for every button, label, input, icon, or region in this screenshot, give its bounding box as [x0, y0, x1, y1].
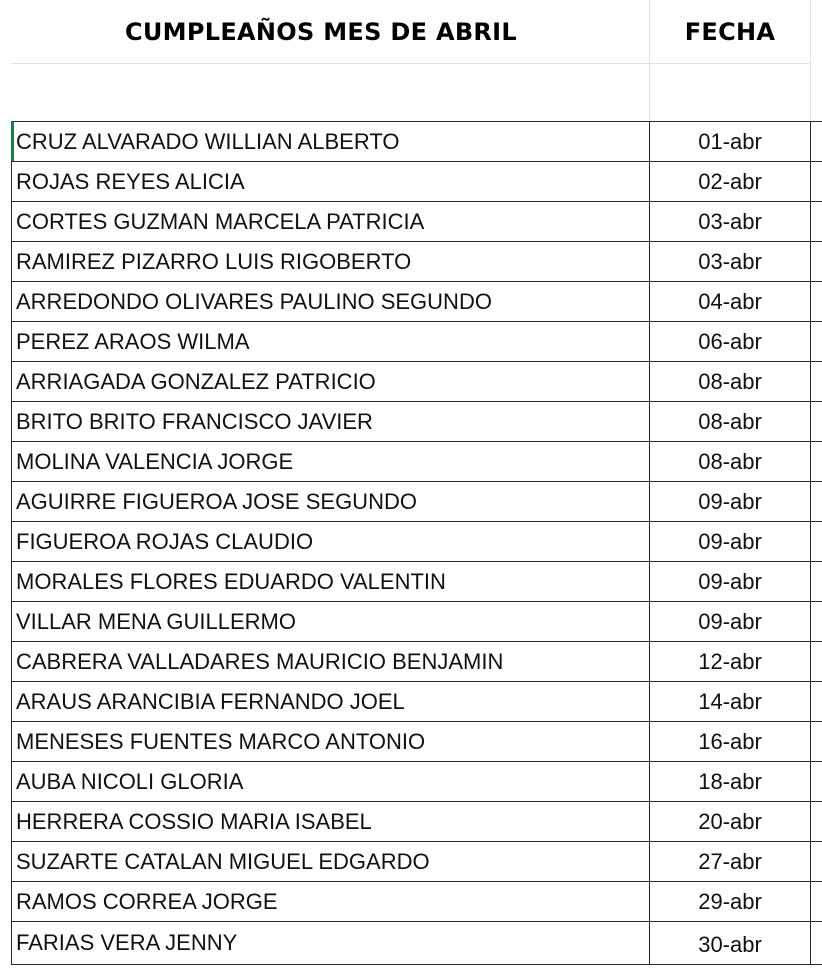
table-row [0, 361, 822, 401]
table-row [0, 561, 822, 601]
table-row [0, 681, 822, 721]
person-name: MOLINA VALENCIA JORGE [16, 448, 294, 474]
date-cell[interactable] [650, 761, 811, 801]
birthday-date: 09-abr [698, 568, 762, 594]
table-row [0, 881, 822, 921]
date-cell[interactable] [650, 321, 811, 361]
birthday-date: 08-abr [698, 368, 762, 394]
person-name: AGUIRRE FIGUEROA JOSE SEGUNDO [16, 488, 417, 514]
table-row [0, 441, 822, 481]
name-cell[interactable] [11, 361, 650, 401]
adjacent-cell[interactable] [811, 721, 822, 761]
name-cell[interactable] [11, 761, 650, 801]
date-cell[interactable] [650, 681, 811, 721]
birthday-date: 20-abr [698, 808, 762, 834]
date-cell[interactable] [650, 121, 811, 161]
birthday-date: 08-abr [698, 408, 762, 434]
date-cell[interactable] [650, 801, 811, 841]
date-column-header: FECHA [684, 17, 776, 46]
adjacent-cell[interactable] [811, 281, 822, 321]
table-row [0, 401, 822, 441]
date-cell[interactable] [650, 721, 811, 761]
table-row [0, 521, 822, 561]
adjacent-cell[interactable] [811, 161, 822, 201]
name-cell[interactable] [11, 241, 650, 281]
adjacent-cell[interactable] [811, 521, 822, 561]
date-cell[interactable] [650, 561, 811, 601]
adjacent-cell[interactable] [811, 321, 822, 361]
birthday-date: 30-abr [698, 932, 762, 957]
name-cell[interactable] [11, 601, 650, 641]
name-cell[interactable] [11, 721, 650, 761]
person-name: ARAUS ARANCIBIA FERNANDO JOEL [16, 688, 405, 714]
person-name: VILLAR MENA GUILLERMO [16, 608, 296, 634]
date-cell[interactable] [650, 281, 811, 321]
adjacent-cell[interactable] [811, 481, 822, 521]
birthday-date: 03-abr [698, 208, 762, 234]
birthday-date: 02-abr [698, 168, 762, 194]
person-name: MORALES FLORES EDUARDO VALENTIN [16, 568, 446, 594]
table-row [0, 841, 822, 881]
person-name: BRITO BRITO FRANCISCO JAVIER [16, 408, 373, 434]
adjacent-cell[interactable] [811, 761, 822, 801]
birthday-date: 14-abr [698, 688, 762, 714]
birthday-date: 09-abr [698, 608, 762, 634]
person-name: RAMOS CORREA JORGE [16, 888, 278, 914]
adjacent-cell[interactable] [811, 561, 822, 601]
name-cell[interactable] [11, 121, 650, 161]
name-cell[interactable] [11, 801, 650, 841]
date-cell[interactable] [650, 241, 811, 281]
date-cell[interactable] [650, 841, 811, 881]
person-name: PEREZ ARAOS WILMA [16, 328, 250, 354]
birthday-date: 01-abr [698, 128, 762, 154]
name-cell[interactable] [11, 161, 650, 201]
birthday-date: 16-abr [698, 728, 762, 754]
person-name: MENESES FUENTES MARCO ANTONIO [16, 728, 426, 754]
birthday-date: 06-abr [698, 328, 762, 354]
date-cell[interactable] [650, 201, 811, 241]
table-row [0, 201, 822, 241]
adjacent-cell[interactable] [811, 601, 822, 641]
name-cell[interactable] [11, 321, 650, 361]
date-cell[interactable] [650, 481, 811, 521]
table-row [0, 281, 822, 321]
table-row [0, 801, 822, 841]
table-row [0, 121, 822, 161]
adjacent-cell[interactable] [811, 641, 822, 681]
table-row [0, 601, 822, 641]
person-name: FIGUEROA ROJAS CLAUDIO [16, 528, 314, 554]
name-cell[interactable] [11, 441, 650, 481]
birthday-date: 04-abr [698, 288, 762, 314]
person-name: ROJAS REYES ALICIA [16, 168, 245, 194]
person-name: CRUZ ALVARADO WILLIAN ALBERTO [16, 128, 400, 154]
name-cell[interactable] [11, 281, 650, 321]
person-name: SUZARTE CATALAN MIGUEL EDGARDO [16, 848, 430, 874]
blank-row [0, 63, 822, 121]
adjacent-cell[interactable] [811, 681, 822, 721]
adjacent-cell[interactable] [811, 121, 822, 161]
birthday-date: 09-abr [698, 488, 762, 514]
table-row [0, 721, 822, 761]
header-row [0, 0, 822, 63]
person-name: HERRERA COSSIO MARIA ISABEL [16, 808, 372, 834]
person-name: RAMIREZ PIZARRO LUIS RIGOBERTO [16, 248, 412, 274]
birthday-date: 18-abr [698, 768, 762, 794]
name-cell[interactable] [11, 881, 650, 921]
name-cell[interactable] [11, 561, 650, 601]
date-cell[interactable] [650, 641, 811, 681]
table-row [0, 481, 822, 521]
table-row [0, 321, 822, 361]
birthday-date: 29-abr [698, 888, 762, 914]
adjacent-cell[interactable] [811, 201, 822, 241]
adjacent-cell[interactable] [811, 841, 822, 881]
sheet-title: CUMPLEAÑOS MES DE ABRIL [124, 17, 518, 46]
date-cell[interactable] [650, 881, 811, 921]
table-row [0, 921, 822, 965]
birthday-date: 08-abr [698, 448, 762, 474]
name-cell[interactable] [11, 201, 650, 241]
date-cell[interactable] [650, 361, 811, 401]
date-cell[interactable] [650, 161, 811, 201]
person-name: CABRERA VALLADARES MAURICIO BENJAMIN [16, 648, 504, 674]
table-row [0, 241, 822, 281]
adjacent-cell[interactable] [811, 801, 822, 841]
name-cell[interactable] [11, 521, 650, 561]
blank-date-cell[interactable] [650, 63, 811, 121]
person-name: FARIAS VERA JENNY [16, 930, 238, 955]
table-row [0, 761, 822, 801]
adjacent-cell[interactable] [811, 441, 822, 481]
name-cell[interactable] [11, 921, 650, 965]
adjacent-cell[interactable] [811, 361, 822, 401]
birthday-date: 09-abr [698, 528, 762, 554]
date-cell[interactable] [650, 521, 811, 561]
person-name: AUBA NICOLI GLORIA [16, 768, 244, 794]
person-name: ARREDONDO OLIVARES PAULINO SEGUNDO [16, 288, 492, 314]
person-name: CORTES GUZMAN MARCELA PATRICIA [16, 208, 425, 234]
name-cell[interactable] [11, 481, 650, 521]
name-cell[interactable] [11, 401, 650, 441]
blank-cell[interactable] [11, 63, 650, 121]
birthday-date: 12-abr [698, 648, 762, 674]
name-cell[interactable] [11, 841, 650, 881]
adjacent-cell[interactable] [811, 921, 822, 965]
adjacent-cell[interactable] [811, 241, 822, 281]
adjacent-cell[interactable] [811, 401, 822, 441]
date-cell[interactable] [650, 441, 811, 481]
table-row [0, 641, 822, 681]
date-header-cell[interactable] [650, 0, 811, 63]
birthday-date: 03-abr [698, 248, 762, 274]
date-cell[interactable] [650, 601, 811, 641]
adjacent-cell[interactable] [811, 881, 822, 921]
birthday-date: 27-abr [698, 848, 762, 874]
title-cell[interactable] [11, 0, 650, 63]
date-cell[interactable] [650, 401, 811, 441]
date-cell[interactable] [650, 921, 811, 965]
name-cell[interactable] [11, 681, 650, 721]
table-row [0, 161, 822, 201]
name-cell[interactable] [11, 641, 650, 681]
person-name: ARRIAGADA GONZALEZ PATRICIO [16, 368, 376, 394]
